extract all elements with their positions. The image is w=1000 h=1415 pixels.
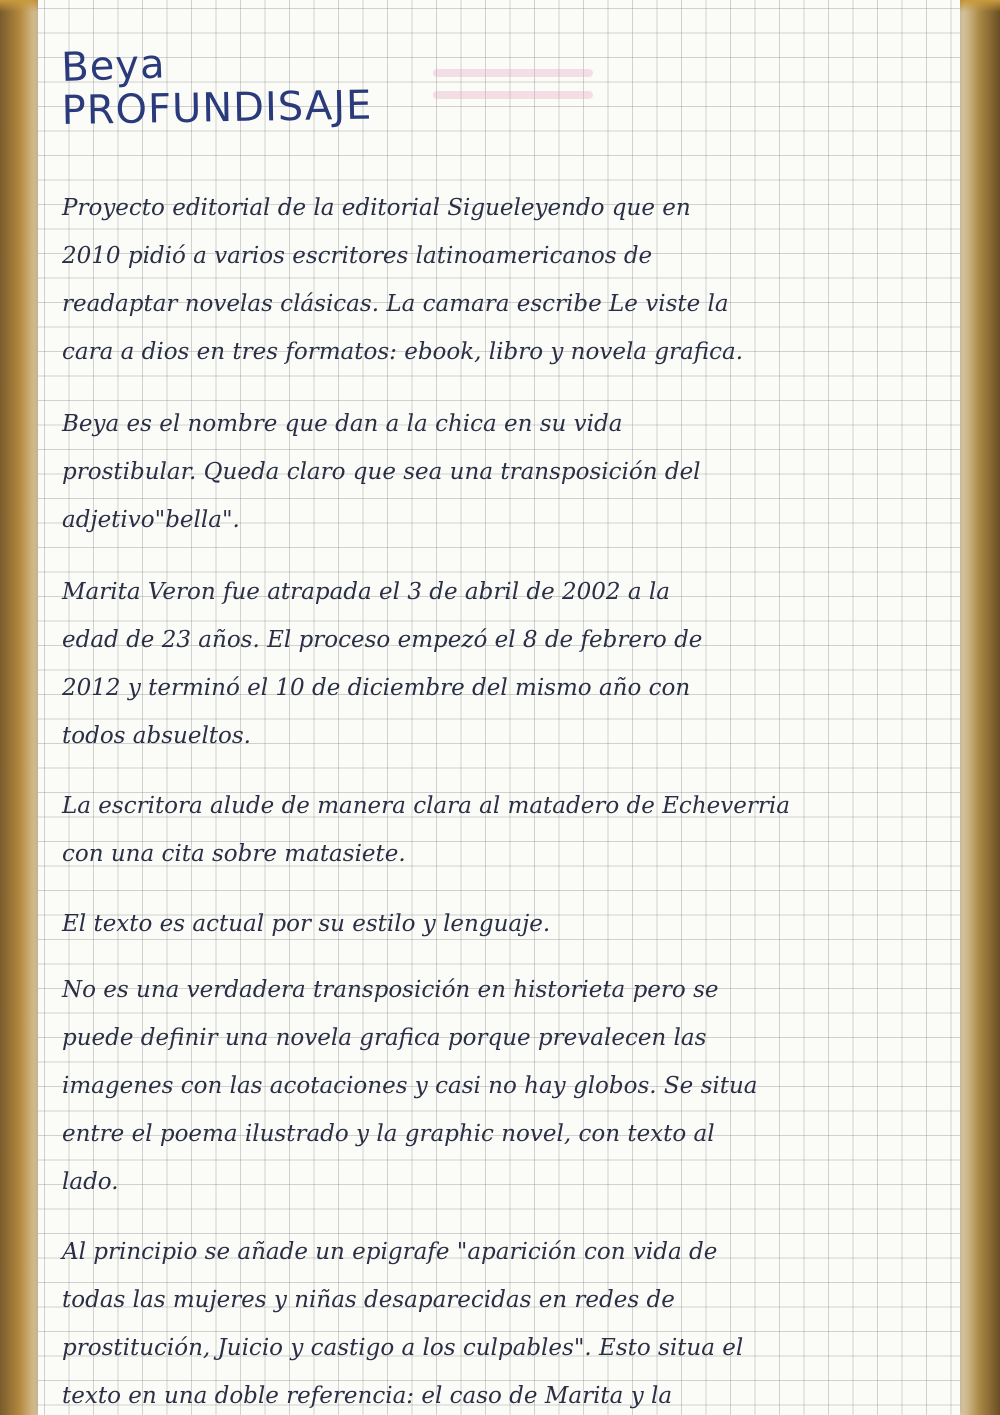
handwritten-title xyxy=(60,41,373,134)
text-line: puede definir una novela grafica porque prevalecen las xyxy=(62,1025,707,1051)
text-line: Marita Veron fue atrapada el 3 de abril de 2002 a la xyxy=(62,579,670,605)
text-line: entre el poema ilustrado y la graphic novel, con texto al xyxy=(62,1121,715,1147)
text-line: edad de 23 años. El proceso empezó el 8 de febrero de xyxy=(62,627,703,653)
paragraph-7 xyxy=(62,1228,962,1415)
text-line: readaptar novelas clásicas. La camara escribe Le viste la xyxy=(62,291,729,317)
notebook-page xyxy=(38,0,960,1415)
text-line: imagenes con las acotaciones y casi no hay globos. Se situa xyxy=(62,1073,758,1099)
faded-highlight-marks xyxy=(433,55,593,125)
text-line: cara a dios en tres formatos: ebook, libro y novela grafica. xyxy=(62,339,744,365)
text-line: adjetivo"bella". xyxy=(62,507,240,533)
paragraph-3 xyxy=(62,568,962,760)
text-line: lado. xyxy=(62,1169,119,1195)
text-line: Al principio se añade un epigrafe "aparición con vida de xyxy=(62,1239,718,1265)
text-line: 2010 pidió a varios escritores latinoamericanos de xyxy=(62,243,653,269)
title-line-1: Beya xyxy=(60,41,167,91)
text-line: La escritora alude de manera clara al matadero de Echeverria xyxy=(62,793,790,819)
paragraph-5 xyxy=(62,900,962,948)
text-line: No es una verdadera transposición en historieta pero se xyxy=(62,977,719,1003)
paragraph-6 xyxy=(62,966,962,1206)
text-line: El texto es actual por su estilo y lenguaje. xyxy=(62,911,551,937)
text-line: todos absueltos. xyxy=(62,723,251,749)
text-line: 2012 y terminó el 10 de diciembre del mismo año con xyxy=(62,675,691,701)
title-line-2: PROFUNDISAJE xyxy=(61,82,373,134)
text-line: Beya es el nombre que dan a la chica en su vida xyxy=(62,411,623,437)
text-line: con una cita sobre matasiete. xyxy=(62,841,406,867)
text-line: texto en una doble referencia: el caso de Marita y la xyxy=(62,1383,673,1409)
paragraph-2 xyxy=(62,400,962,544)
text-line: prostibular. Queda claro que sea una transposición del xyxy=(62,459,701,485)
paragraph-4 xyxy=(62,782,962,878)
text-line: Proyecto editorial de la editorial Sigueleyendo que en xyxy=(62,195,691,221)
text-line: prostitución, Juicio y castigo a los culpables". Esto situa el xyxy=(62,1335,744,1361)
text-line: todas las mujeres y niñas desaparecidas en redes de xyxy=(62,1287,675,1313)
paragraph-1 xyxy=(62,184,962,376)
